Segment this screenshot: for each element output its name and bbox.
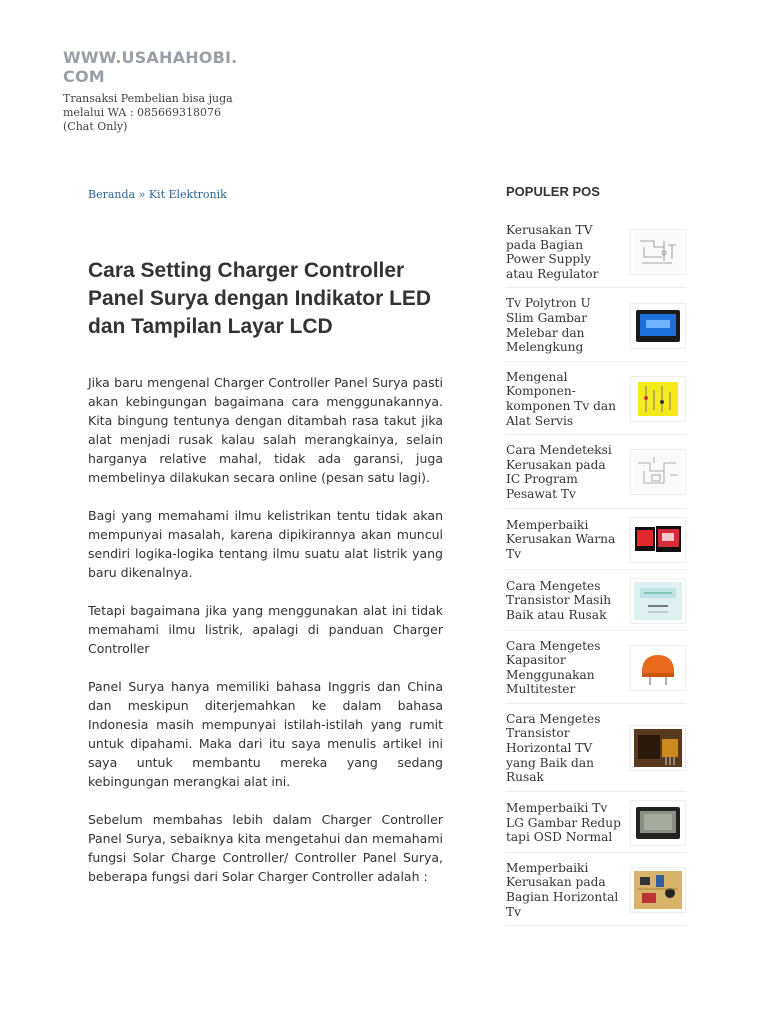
popular-post-item[interactable] (506, 712, 686, 792)
post-body (88, 373, 443, 905)
yellow-board-thumbnail[interactable] (630, 376, 686, 422)
popular-post-link[interactable]: Kerusakan TV pada Bagian Power Supply atau Regulator (506, 223, 599, 281)
popular-post-link[interactable]: Cara Mengetes Transistor Horizontal TV yang Baik dan Rusak (506, 711, 601, 785)
popular-post-link[interactable]: Memperbaiki Tv LG Gambar Redup tapi OSD Normal (506, 800, 621, 845)
post-title: Cara Setting Charger Controller Panel Surya dengan Indikator LED dan Tampilan Layar LCD (88, 259, 432, 338)
schematic-thumbnail[interactable] (630, 229, 686, 275)
widget-title: POPULER POS (506, 184, 600, 199)
transistor-photo-thumbnail[interactable] (630, 725, 686, 771)
site-description: Transaksi Pembelian bisa juga melalui WA : 085669318076 (Chat Only) (63, 92, 233, 133)
post-paragraph: Tetapi bagaimana jika yang menggunakan alat ini tidak memahami ilmu listrik, apalagi di panduan Charger Controller (88, 603, 443, 656)
breadcrumb-home-link[interactable]: Beranda (88, 188, 136, 201)
popular-post-item[interactable] (506, 443, 686, 508)
red-tv-thumbnail[interactable] (630, 517, 686, 563)
post-paragraph: Panel Surya hanya memiliki bahasa Inggris dan China dan meskipun diterjemahkan ke dalam bahasa Indonesia masih mempunyai istilah-istilah yang rumit untuk dipahami. Maka dari itu saya menulis artikel ini saya untuk membantu mereka yang sedang kebingungan merangkai alat ini. (88, 679, 443, 789)
popular-post-link[interactable]: Cara Mengetes Transistor Masih Baik atau Rusak (506, 578, 612, 622)
popular-post-item[interactable] (506, 800, 686, 853)
popular-post-link[interactable]: Memperbaiki Kerusakan pada Bagian Horizontal Tv (506, 860, 619, 919)
circuit-board-thumbnail[interactable] (630, 867, 686, 913)
breadcrumb-category-link[interactable]: Kit Elektronik (148, 188, 227, 201)
tv-screen-thumbnail[interactable] (630, 303, 686, 349)
post-paragraph: Sebelum membahas lebih dalam Charger Controller Panel Surya, sebaiknya kita mengetahui dan memahami fungsi Solar Charge Controller/ Controller Panel Surya, beberapa fungsi dari Solar Charger Controller adalah : (88, 812, 443, 884)
post-paragraph: Bagi yang memahami ilmu kelistrikan tentu tidak akan mempunyai masalah, karena dipikirannya akan muncul sendiri logika-logika tentang ilmu suatu alat listrik yang baru dikenalnya. (88, 508, 443, 580)
popular-post-item[interactable] (506, 639, 686, 704)
popular-post-link[interactable]: Tv Polytron U Slim Gambar Melebar dan Melengkung (506, 296, 591, 355)
popular-post-item[interactable] (506, 223, 686, 288)
transistor-diagram-thumbnail[interactable] (630, 578, 686, 624)
popular-post-item[interactable] (506, 370, 686, 435)
schematic-thumbnail[interactable] (630, 449, 686, 495)
popular-posts-widget (506, 184, 686, 934)
capacitor-thumbnail[interactable] (630, 645, 686, 691)
popular-post-item[interactable] (506, 296, 686, 361)
popular-post-link[interactable]: Memperbaiki Kerusakan Warna Tv (506, 517, 616, 561)
popular-post-item[interactable] (506, 578, 686, 631)
popular-post-item[interactable] (506, 517, 686, 570)
post-paragraph: Jika baru mengenal Charger Controller Panel Surya pasti akan kebingungan bagaimana cara menggunakannya. Kita bingung tentunya dengan ditambah rasa takut jika alat menjadi rusak kalau salah merangkainya, selain harganya relative mahal, tidak ada garansi, juga membelinya dilakukan secara online (pesan satu lagi). (88, 375, 443, 485)
breadcrumb-separator: » (135, 188, 149, 201)
site-title[interactable]: WWW.USAHAHOBI.COM (63, 48, 238, 86)
popular-post-link[interactable]: Mengenal Komponen-komponen Tv dan Alat Servis (506, 369, 617, 428)
popular-post-link[interactable]: Cara Mendeteksi Kerusakan pada IC Program Pesawat Tv (506, 443, 612, 501)
popular-post-link[interactable]: Cara Mengetes Kapasitor Menggunakan Multitester (506, 638, 601, 697)
tv-dim-thumbnail[interactable] (630, 800, 686, 846)
popular-post-item[interactable] (506, 861, 686, 926)
breadcrumb (88, 188, 227, 201)
